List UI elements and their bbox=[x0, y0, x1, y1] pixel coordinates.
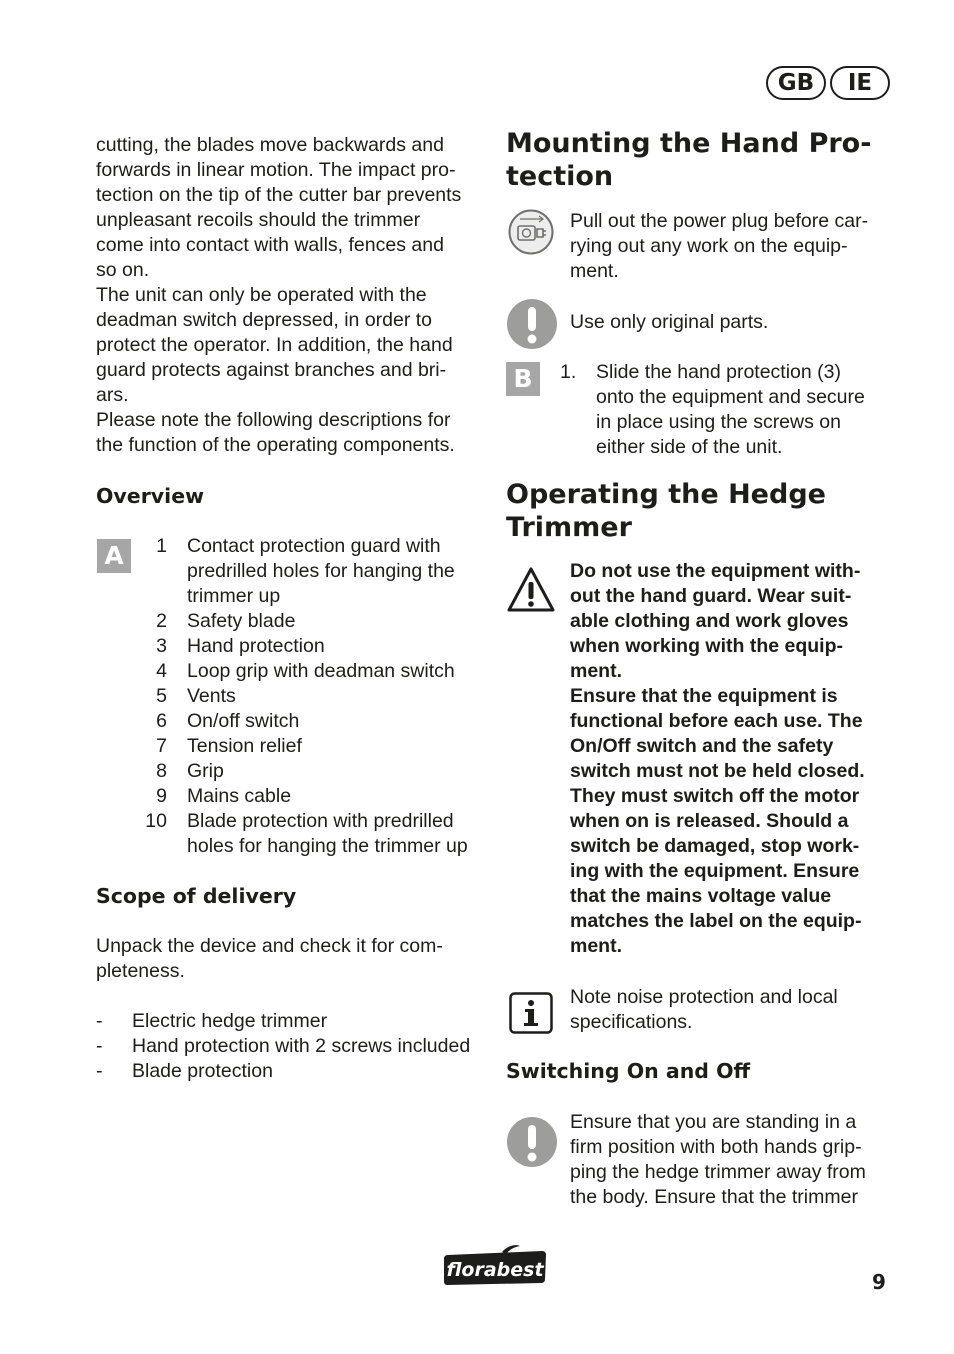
note-line: firm position with both hands grip- bbox=[570, 1136, 862, 1158]
note-line: Ensure that you are standing in a bbox=[570, 1111, 857, 1133]
warning-line: ing with the equipment. Ensure bbox=[570, 860, 860, 882]
item-text: holes for hanging the trimmer up bbox=[187, 835, 468, 857]
item-text: predrilled holes for hanging the bbox=[187, 560, 455, 582]
note-line: specifications. bbox=[570, 1011, 693, 1033]
item-number: 1 bbox=[156, 535, 167, 557]
item-text: Blade protection bbox=[132, 1060, 273, 1082]
item-text: Electric hedge trimmer bbox=[132, 1010, 328, 1032]
item-text: Grip bbox=[187, 760, 224, 782]
step-text: Slide the hand protection (3) bbox=[596, 361, 841, 383]
item-text: Mains cable bbox=[187, 785, 292, 807]
scope-heading: Scope of delivery bbox=[96, 884, 297, 908]
item-text: Tension relief bbox=[187, 735, 302, 757]
mount-step bbox=[560, 360, 900, 460]
florabest-logo bbox=[442, 1243, 548, 1287]
step-number: 1. bbox=[560, 361, 577, 383]
intro-line: protect the operator. In addition, the hand bbox=[96, 334, 453, 356]
item-text: Loop grip with deadman switch bbox=[187, 660, 455, 682]
info-icon bbox=[509, 992, 553, 1034]
warning-line: switch must not be held closed. bbox=[570, 760, 865, 782]
warning-line: out the hand guard. Wear suit- bbox=[570, 585, 852, 607]
bullet-dash: - bbox=[96, 1010, 103, 1032]
intro-line: cutting, the blades move backwards and bbox=[96, 134, 444, 156]
info-note bbox=[570, 985, 900, 1035]
item-number: 5 bbox=[156, 685, 167, 707]
step-text: in place using the screws on bbox=[596, 411, 841, 433]
warning-line: switch be damaged, stop work- bbox=[570, 835, 860, 857]
item-number: 4 bbox=[156, 660, 167, 682]
warning-line: when on is released. Should a bbox=[570, 810, 849, 832]
intro-line: the function of the operating components. bbox=[96, 434, 455, 456]
heading-line: Trimmer bbox=[506, 512, 632, 543]
scope-intro-line: pleteness. bbox=[96, 960, 185, 982]
note-line: rying out any work on the equip- bbox=[570, 235, 848, 257]
figure-label-b: B bbox=[506, 362, 540, 396]
intro-line: Please note the following descriptions for bbox=[96, 409, 451, 431]
warning-line: when working with the equip- bbox=[570, 635, 843, 657]
warning-line: functional before each use. The bbox=[570, 710, 863, 732]
item-number: 9 bbox=[156, 785, 167, 807]
page-number: 9 bbox=[872, 1270, 886, 1294]
item-text: Safety blade bbox=[187, 610, 296, 632]
overview-heading: Overview bbox=[96, 484, 205, 508]
heading-line: tection bbox=[506, 161, 614, 192]
lang-badge-ie: IE bbox=[830, 66, 890, 100]
intro-line: The unit can only be operated with the bbox=[96, 284, 427, 306]
figure-label-a: A bbox=[97, 539, 131, 573]
note-line: ment. bbox=[570, 260, 619, 282]
heading-line: Operating the Hedge bbox=[506, 479, 826, 510]
original-parts-note: Use only original parts. bbox=[570, 311, 769, 333]
warning-line: that the mains voltage value bbox=[570, 885, 832, 907]
exclamation-icon bbox=[507, 299, 557, 349]
item-number: 6 bbox=[156, 710, 167, 732]
warning-triangle-icon bbox=[506, 566, 556, 614]
scope-list bbox=[0, 1009, 490, 1089]
item-number: 3 bbox=[156, 635, 167, 657]
warning-line: Ensure that the equipment is bbox=[570, 685, 838, 707]
warning-line: ment. bbox=[570, 935, 623, 957]
item-text: Hand protection bbox=[187, 635, 325, 657]
svg-text:florabest: florabest bbox=[446, 1259, 544, 1281]
intro-line: so on. bbox=[96, 259, 150, 281]
operate-heading bbox=[506, 478, 826, 544]
step-text: onto the equipment and secure bbox=[596, 386, 865, 408]
lang-badge-gb: GB bbox=[766, 66, 826, 100]
exclamation-icon bbox=[507, 1117, 557, 1167]
item-number: 10 bbox=[145, 810, 167, 832]
note-line: Pull out the power plug before car- bbox=[570, 210, 869, 232]
intro-line: forwards in linear motion. The impact pro- bbox=[96, 159, 456, 181]
warning-line: Do not use the equipment with- bbox=[570, 560, 861, 582]
item-text: trimmer up bbox=[187, 585, 281, 607]
warning-text bbox=[570, 559, 900, 959]
item-text: Hand protection with 2 screws included bbox=[132, 1035, 471, 1057]
item-number: 8 bbox=[156, 760, 167, 782]
intro-line: unpleasant recoils should the trimmer bbox=[96, 209, 421, 231]
item-text: Vents bbox=[187, 685, 236, 707]
bullet-dash: - bbox=[96, 1035, 103, 1057]
intro-line: guard protects against branches and bri- bbox=[96, 359, 447, 381]
intro-line: ars. bbox=[96, 384, 129, 406]
item-number: 7 bbox=[156, 735, 167, 757]
intro-line: deadman switch depressed, in order to bbox=[96, 309, 433, 331]
item-number: 2 bbox=[156, 610, 167, 632]
intro-line: tection on the tip of the cutter bar prevents bbox=[96, 184, 462, 206]
warning-line: ment. bbox=[570, 660, 623, 682]
note-line: Note noise protection and local bbox=[570, 986, 838, 1008]
bullet-dash: - bbox=[96, 1060, 103, 1082]
item-text: Contact protection guard with bbox=[187, 535, 441, 557]
item-text: Blade protection with predrilled bbox=[187, 810, 454, 832]
switching-note bbox=[570, 1110, 900, 1210]
switching-heading: Switching On and Off bbox=[506, 1059, 751, 1083]
warning-line: matches the label on the equip- bbox=[570, 910, 862, 932]
note-line: ping the hedge trimmer away from bbox=[570, 1161, 866, 1183]
scope-intro-line: Unpack the device and check it for com- bbox=[96, 935, 443, 957]
overview-list bbox=[97, 534, 487, 864]
warning-line: able clothing and work gloves bbox=[570, 610, 849, 632]
warning-line: They must switch off the motor bbox=[570, 785, 860, 807]
scope-intro bbox=[96, 934, 496, 984]
power-plug-icon bbox=[508, 209, 554, 255]
warning-line: On/Off switch and the safety bbox=[570, 735, 834, 757]
step-text: either side of the unit. bbox=[596, 436, 783, 458]
intro-line: come into contact with walls, fences and bbox=[96, 234, 444, 256]
note-line: the body. Ensure that the trimmer bbox=[570, 1186, 858, 1208]
heading-line: Mounting the Hand Pro- bbox=[506, 128, 872, 159]
intro-paragraph bbox=[96, 133, 496, 458]
item-text: On/off switch bbox=[187, 710, 300, 732]
plug-note bbox=[570, 209, 900, 284]
mount-heading bbox=[506, 127, 871, 193]
